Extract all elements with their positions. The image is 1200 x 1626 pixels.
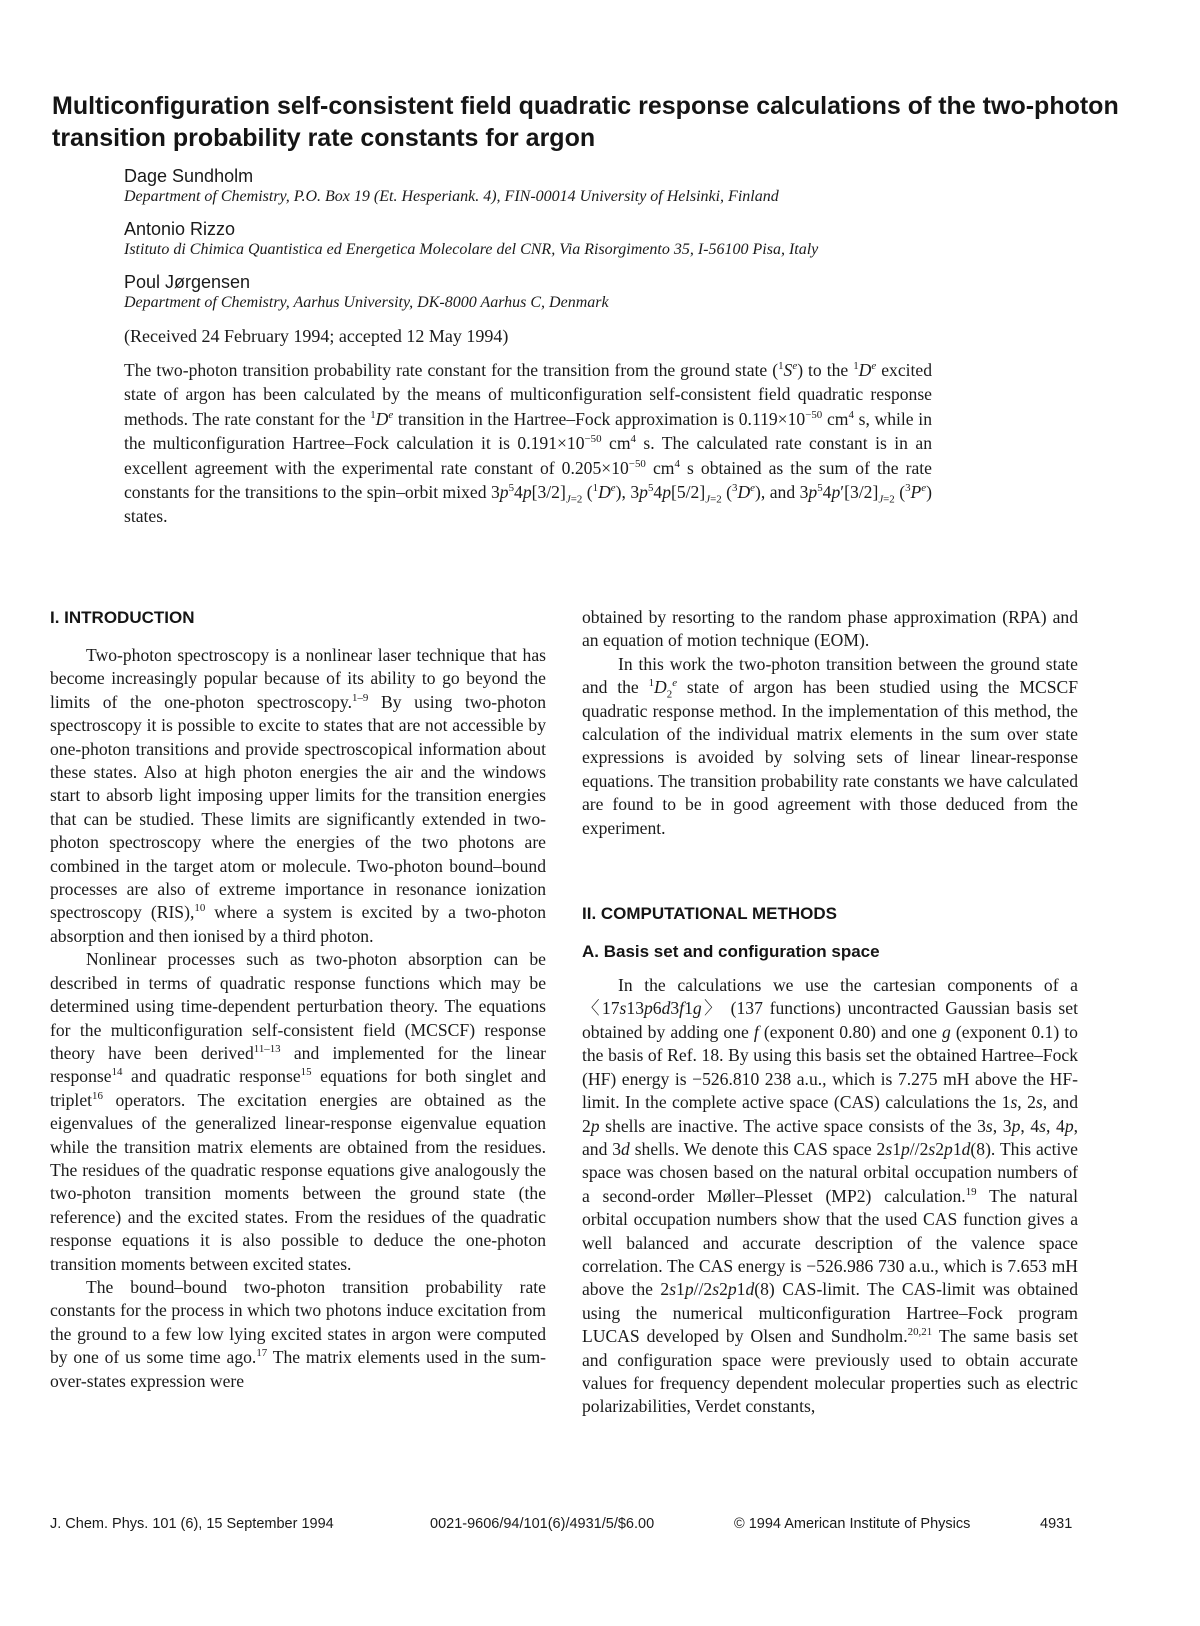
body-paragraph: In the calculations we use the cartesian components of a 〈17s13p6d3f1g〉 (137 functions) uncontracted Gaussian basis set obtained by adding one f (exponent 0.80) and one g (exponent 0.1) to the basis of Ref. 18. By using this basis set the obtained Hartree–Fock (HF) energy is −526.810 238 a.u., which is 7.275 mH above the HF-limit. In the complete active space (CAS) calculations the 1s, 2s, and 2p shells are inactive. The active space consists of the 3s, 3p, 4s, 4p, and 3d shells. We denote this CAS space 2s1p//2s2p1d(8). This active space was chosen based on the natural orbital occupation numbers of a second-order Møller–Plesset (MP2) calculation.$^{19}$ The natural orbital occupation numbers show that the used CAS function gives a well balanced and accurate description of the valence space correlation. The CAS energy is −526.986 730 a.u., which is 7.653 mH above the 2s1p//2s2p1d(8) CAS-limit. The CAS-limit was obtained using the numerical multiconfiguration Hartree–Fock program LUCAS developed by Olsen and Sundholm.$^{20,21}$ The same basis set and configuration space were previously used to obtain accurate values for frequency dependent molecular properties such as electric polarizabilities, Verdet constants, [582,975,1079,1417]
footer-journal: J. Chem. Phys. 101 (6), 15 September 1994 [50,1516,334,1532]
section-heading: I. INTRODUCTION [50,608,195,627]
page-number: 4931 [1040,1516,1073,1532]
footer-copyright: © 1994 American Institute of Physics [734,1516,971,1532]
left-column [50,606,546,1393]
footer-code: 0021-9606/94/101(6)/4931/5/$6.00 [430,1516,655,1532]
author-block [124,165,1104,348]
author-name: Dage Sundholm [124,166,254,186]
author-affiliation: Department of Chemistry, P.O. Box 19 (Et. Hesperiank. 4), FIN-00014 University of Helsinki, Finland [124,188,779,205]
body-paragraph: Nonlinear processes such as two-photon absorption can be described in terms of quadratic response functions which may be determined using time-dependent perturbation theory. The equations for the multiconfiguration self-consistent field (MCSCF) response theory have been derived$^{11-13}$ and implemented for the linear response$^{14}$ and quadratic response$^{15}$ equations for both singlet and triplet$^{16}$ operators. The excitation energies are obtained as the eigenvalues of the generalized linear-response eigenvalue equation while the transition matrix elements are obtained from the residues. The residues of the quadratic response equations give analogously the two-photon transition moments between the ground state (the reference) and the excited states. From the residues of the quadratic response equations it is also possible to deduce the one-photon transition moments between excited states. [50,949,546,1274]
right-column [582,606,1078,1419]
paper-title: Multiconfiguration self-consistent field quadratic response calculations of the two-photon transition probability rate constants for argon [52,92,1119,152]
body-paragraph: Two-photon spectroscopy is a nonlinear laser technique that has become increasingly popular because of its ability to go beyond the limits of the one-photon spectroscopy.$^{1-9}$ By using two-photon spectroscopy it is possible to excite to states that are not accessible by one-photon transitions and provide spectroscopical information about these states. Also at high photon energies the air and the windows start to absorb light imposing upper limits for the transition energies that can be studied. These limits are significantly extended in two-photon spectroscopy where the energies of the two photons are combined in the target atom or molecule. Two-photon bound–bound processes are also of extreme importance in resonance ionization spectroscopy (RIS),$^{10}$ where a system is excited by a two-photon absorption and then ionised by a third photon. [50,645,547,946]
author-affiliation: Department of Chemistry, Aarhus University, DK-8000 Aarhus C, Denmark [124,294,609,311]
author-name: Poul Jørgensen [124,272,251,292]
section-heading: II. COMPUTATIONAL METHODS [582,904,837,924]
abstract: The two-photon transition probability rate constant for the transition from the ground state $(^1S^e)$ to the $^1$De excited state of argon has been calculated by the means of multiconfiguration self-consistent field quadratic response methods. The rate constant for the $^1$De transition in the Hartree–Fock approximation is $0.119\times 10^{-50}$ $cm^4$ s, while in the multiconfiguration Hartree–Fock calculation it is $0.191\times 10^{-50}$ $cm^4$ s. The calculated rate constant is in an excellent agreement with the experimental rate constant of $0.205\times 10^{-50}$ $cm^4$ s obtained as the sum of the rate constants for the transitions to the spin–orbit mixed $3p^54p[3/2]_{J=2}$ ($^1$De), $3p^54p[5/2]_{J=2}$ ($^3$De), and $3p^54p'[3/2]_{J=2}$ $(^3P^e)$ states. [124,360,933,527]
body-paragraph: In this work the two-photon transition between the ground state and the $^1D_2^e$ state of argon has been studied using the MCSCF quadratic response method. In the implementation of this method, the calculation of the individual matrix elements in the sum over state expressions is avoided by solving sets of linear linear-response equations. The transition probability rate constants we have calculated are found to be in good agreement with those deduced from the experiment. [582,653,1078,838]
author-affiliation: Istituto di Chimica Quantistica ed Energetica Molecolare del CNR, Via Risorgimento 35, I-56100 Pisa, Italy [124,241,819,258]
section-spacer [582,840,1078,902]
page-footer [50,1516,1080,1538]
received-date: (Received 24 February 1994; accepted 12 May 1994) [124,326,509,346]
body-paragraph: obtained by resorting to the random phase approximation (RPA) and an equation of motion technique (EOM). [582,607,1078,651]
body-paragraph: The bound–bound two-photon transition probability rate constants for the process in which two photons induce excitation from the ground to a few low lying excited states in argon were computed by one of us some time ago.$^{17}$ The matrix elements used in the sum-over-states expression were [50,1276,546,1391]
subsection-heading: A. Basis set and configuration space [582,942,880,962]
author-name: Antonio Rizzo [124,219,236,239]
